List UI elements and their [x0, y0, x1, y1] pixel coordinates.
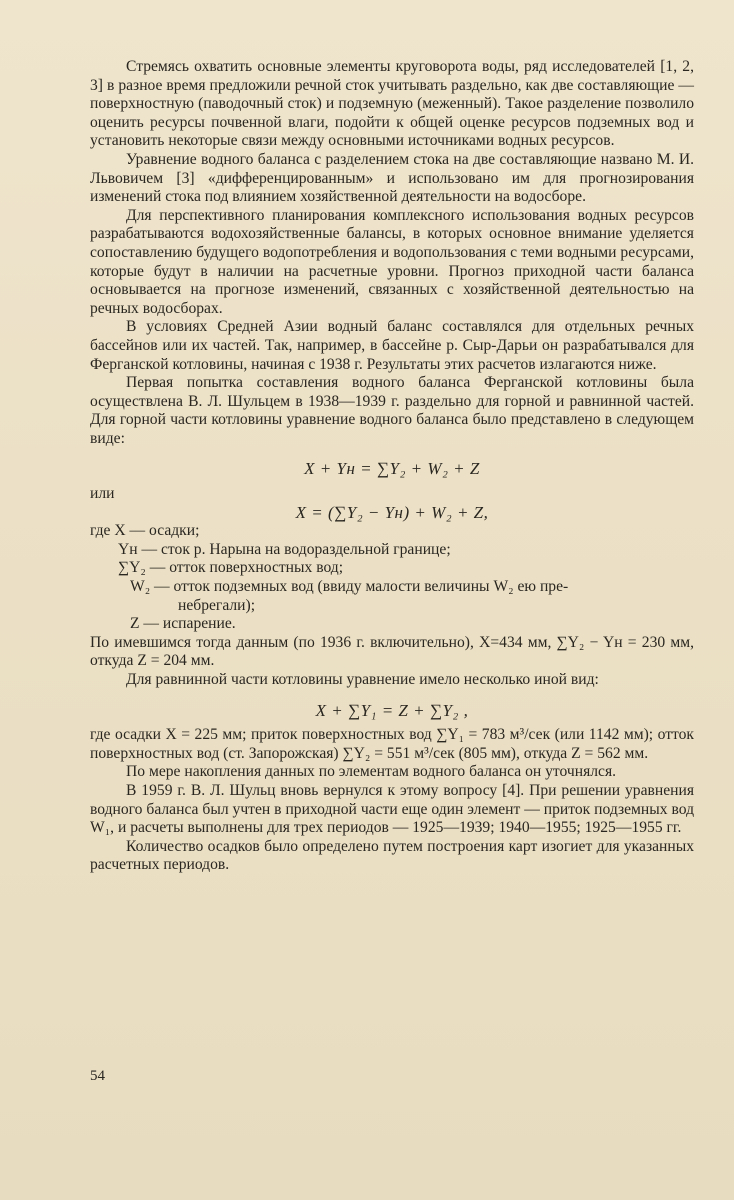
paragraph-data-mountain: По имевшимся тогда данным (по 1936 г. включительно), X=434 мм, ∑Y₂ − Yн = 230 мм, откуда Z = 204 мм.: [90, 633, 694, 670]
page-number: 54: [90, 1068, 105, 1084]
paragraph: Стремясь охватить основные элементы круговорота воды, ряд исследователей [1, 2, 3] в разное время предложили речной сток учитывать раздельно, как две составляющие — поверхностную (паводочный сток) и подземную (меженный). Такое разделение позволило оценить ресурсы почвенной влаги, подойти к общей оценке ресурсов подземных вод и установить некоторые связи между основными источниками водных ресурсов.: [90, 58, 694, 150]
definition-z: Z — испарение.: [130, 615, 236, 633]
formula-plain: X + ∑Y₁ = Z + ∑Y₂ ,: [315, 700, 469, 720]
paragraph-data-plain: где осадки X = 225 мм; приток поверхностных вод ∑Y₁ = 783 м³/сек (или 1142 мм); отток поверхностных вод (ст. Запорожская) ∑Y₂ = 551 м³/сек (805 мм), откуда Z = 562 мм.: [90, 726, 694, 762]
paragraph: Уравнение водного баланса с разделением стока на две составляющие названо М. И. Львовичем [3] «дифференцированным» и использовано им для прогнозирования изменений стока под влиянием хозяйственной деятельности на водосборе.: [90, 150, 694, 206]
paragraph: В 1959 г. В. Л. Шульц вновь вернулся к этому вопросу [4]. При решении уравнения водного баланса был учтен в приходной части еще один элемент — приток подземных вод W₁, и расчеты выполнены для трех периодов — 1925—1939; 1940—1955; 1925—1955 гг.: [90, 781, 694, 837]
paragraph: Количество осадков было определено путем построения карт изогиет для указанных расчетных периодов.: [90, 837, 694, 874]
page-text: [90, 58, 694, 875]
paragraph: В условиях Средней Азии водный баланс составлялся для отдельных речных бассейнов или их частей. Так, например, в бассейне р. Сыр-Дарьи он разрабатывался для Ферганской котловины, начиная с 1938 г. Результаты этих расчетов излагаются ниже.: [90, 318, 694, 373]
definition-w2-cont: небрегали);: [178, 596, 256, 614]
formula-mountain-2: X = (∑Y₂ − Yн) + W₂ + Z,: [295, 502, 489, 522]
paragraph: Первая попытка составления водного баланса Ферганской котловины была осуществлена В. Л. Шульцем в 1938—1939 г. раздельно для горной и равнинной частей. Для горной части котловины уравнение водного баланса было представлено в следующем виде:: [90, 374, 694, 447]
or-word: или: [90, 485, 115, 503]
definition-w2: W₂ — отток подземных вод (ввиду малости величины W₂ ею пре-: [130, 578, 569, 596]
paragraph: Для равнинной части котловины уравнение имело несколько иной вид:: [126, 671, 599, 688]
definition-y2: ∑Y₂ — отток поверхностных вод;: [118, 559, 344, 577]
definition-yn: Yн — сток р. Нарына на водораздельной границе;: [118, 540, 451, 558]
formula-mountain-1: X + Yн = ∑Y₂ + W₂ + Z: [304, 459, 480, 479]
paragraph: По мере накопления данных по элементам водного баланса он уточнялся.: [126, 763, 617, 781]
definition-x: где X — осадки;: [90, 522, 200, 540]
paragraph: Для перспективного планирования комплексного использования водных ресурсов разрабатываются водохозяйственные балансы, в которых основное внимание уделяется сопоставлению будущего водопотребления и водопользования с теми водными ресурсами, которые будут в наличии на расчетные уровни. Прогноз приходной части баланса основывается на прогнозе изменений, связанных с хозяйственной деятельностью на речных водосборах.: [90, 206, 694, 317]
